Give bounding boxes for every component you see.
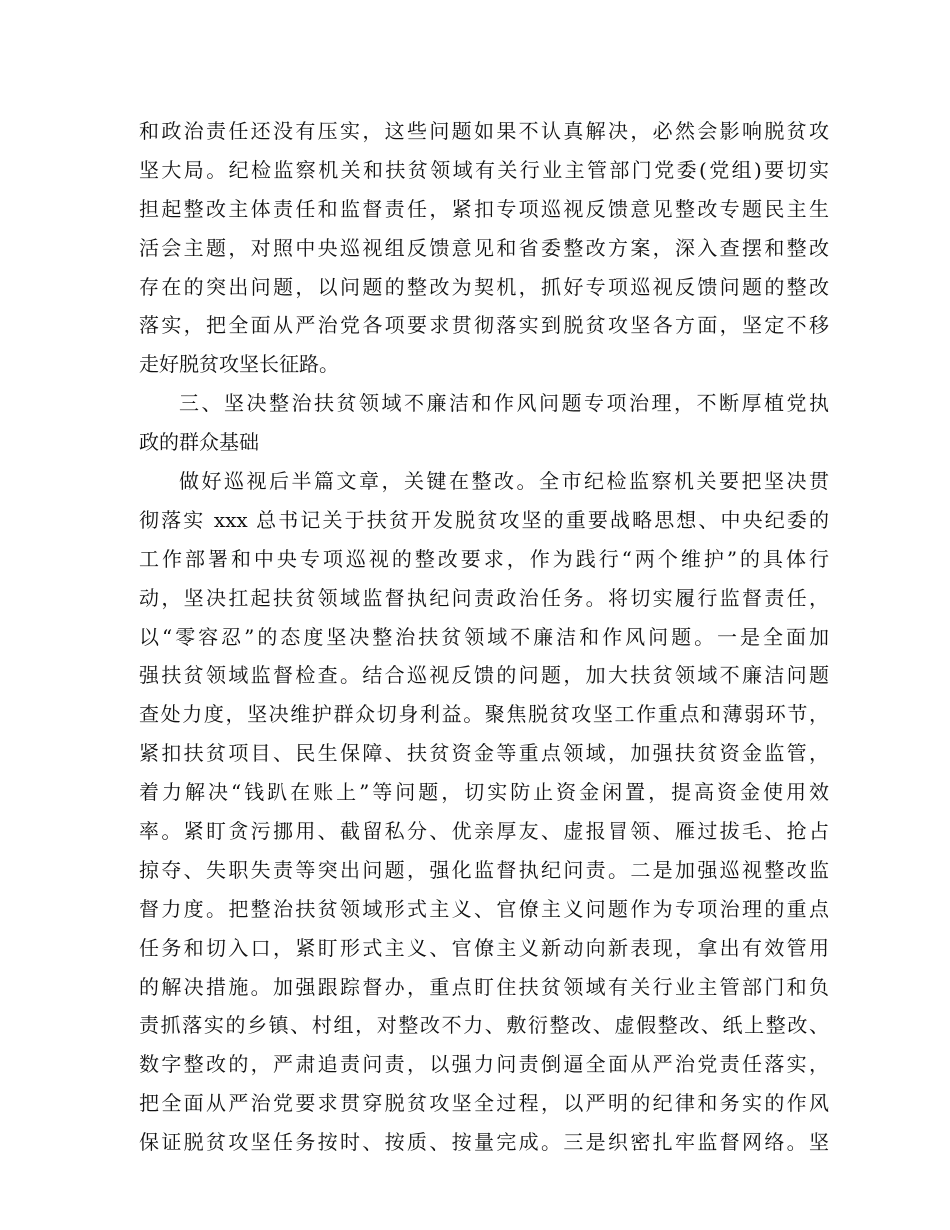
text-line: 查处力度，坚决维护群众切身利益。聚焦脱贫攻坚工作重点和薄弱环节， — [139, 702, 829, 727]
text-line: 着力解决“钱趴在账上”等问题，切实防止资金闲置，提高资金使用效 — [139, 780, 829, 805]
body-text — [139, 112, 829, 1162]
text-line: 走好脱贫攻坚长征路。 — [139, 352, 339, 377]
text-line: 落实，把全面从严治党各项要求贯彻落实到脱贫攻坚各方面，坚定不移 — [139, 313, 829, 338]
text-line: 以“零容忍”的态度坚决整治扶贫领域不廉洁和作风问题。一是全面加 — [139, 624, 829, 649]
text-line: 坚大局。纪检监察机关和扶贫领域有关行业主管部门党委(党组)要切实 — [139, 157, 829, 182]
text-line: 和政治责任还没有压实，这些问题如果不认真解决，必然会影响脱贫攻 — [139, 119, 829, 143]
text-line: 彻落实 xxx 总书记关于扶贫开发脱贫攻坚的重要战略思想、中央纪委的 — [139, 507, 829, 532]
text-line: 活会主题，对照中央巡视组反馈意见和省委整改方案，深入查摆和整改 — [139, 235, 829, 260]
text-line: 督力度。把整治扶贫领域形式主义、官僚主义问题作为专项治理的重点 — [139, 896, 829, 921]
text-line: 担起整改主体责任和监督责任，紧扣专项巡视反馈意见整改专题民主生 — [139, 196, 829, 221]
text-line: 做好巡视后半篇文章，关键在整改。全市纪检监察机关要把坚决贯 — [179, 469, 829, 494]
text-line: 率。紧盯贪污挪用、截留私分、优亲厚友、虚报冒领、雁过拔毛、抢占 — [139, 819, 829, 844]
text-line: 保证脱贫攻坚任务按时、按质、按量完成。三是织密扎牢监督网络。坚 — [139, 1130, 829, 1155]
text-line: 动，坚决扛起扶贫领域监督执纪问责政治任务。将切实履行监督责任， — [139, 585, 829, 610]
text-line: 任务和切入口，紧盯形式主义、官僚主义新动向新表现，拿出有效管用 — [139, 935, 829, 960]
text-line: 责抓落实的乡镇、村组，对整改不力、敷衍整改、虚假整改、纸上整改、 — [139, 1013, 829, 1038]
text-line: 强扶贫领域监督检查。结合巡视反馈的问题，加大扶贫领域不廉洁问题 — [139, 663, 829, 688]
section-heading-line: 三、坚决整治扶贫领域不廉洁和作风问题专项治理，不断厚植党执 — [179, 391, 829, 416]
text-line: 存在的突出问题，以问题的整改为契机，抓好专项巡视反馈问题的整改 — [139, 274, 829, 299]
text-line: 掠夺、失职失责等突出问题，强化监督执纪问责。二是加强巡视整改监 — [139, 857, 829, 882]
text-line: 紧扣扶贫项目、民生保障、扶贫资金等重点领域，加强扶贫资金监管， — [139, 741, 829, 766]
text-line: 的解决措施。加强跟踪督办，重点盯住扶贫领域有关行业主管部门和负 — [139, 974, 829, 999]
text-line: 工作部署和中央专项巡视的整改要求，作为践行“两个维护”的具体行 — [139, 546, 829, 571]
section-heading-line: 政的群众基础 — [139, 430, 259, 455]
text-line: 数字整改的，严肃追责问责，以强力问责倒逼全面从严治党责任落实， — [139, 1052, 829, 1077]
text-line: 把全面从严治党要求贯穿脱贫攻坚全过程，以严明的纪律和务实的作风 — [139, 1091, 829, 1116]
